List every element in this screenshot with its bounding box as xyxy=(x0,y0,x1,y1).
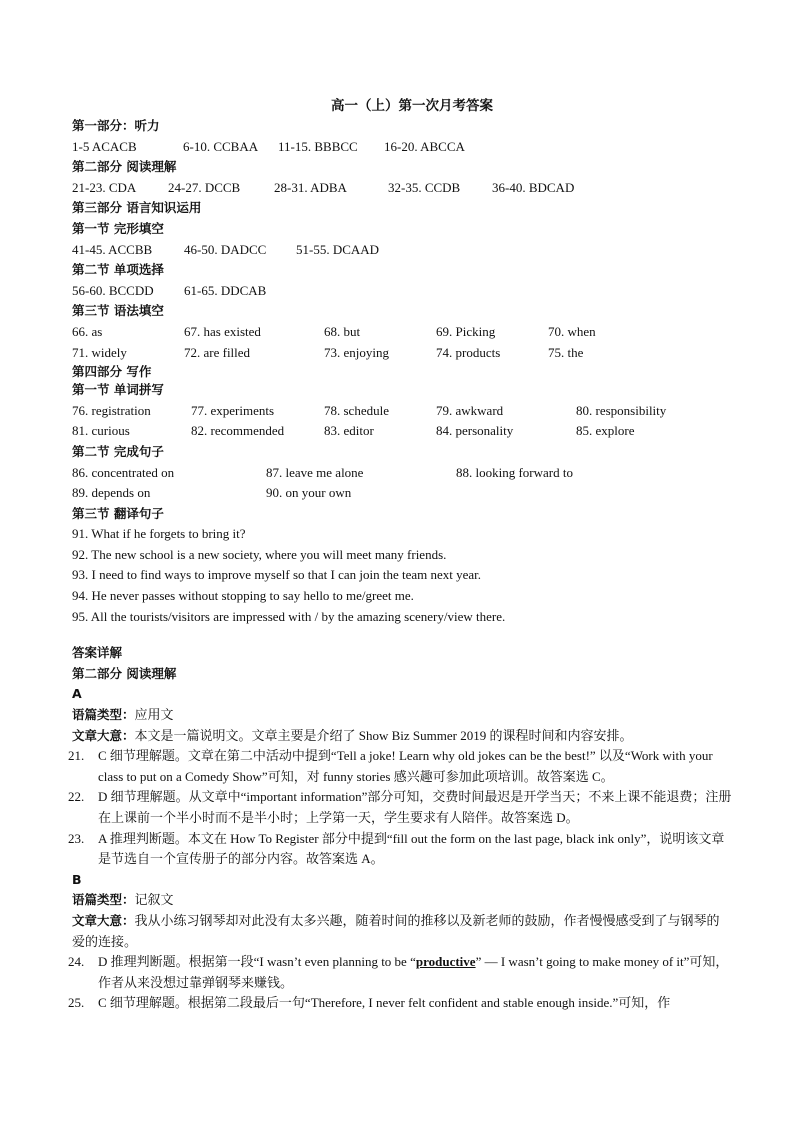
answer-cell: 67. has existed xyxy=(184,323,261,339)
answer-group: 41-45. ACCBB xyxy=(72,241,153,257)
answer-cell: 87. leave me alone xyxy=(266,464,364,480)
explanation-item xyxy=(68,993,732,1014)
answer-group: 32-35. CCDB xyxy=(388,179,461,195)
passage-b-letter: B xyxy=(72,871,82,887)
answer-sheet xyxy=(68,96,732,1014)
item-number: 25. xyxy=(68,995,85,1011)
idea-label: 文章大意： xyxy=(72,912,135,928)
type-value: 记叙文 xyxy=(134,892,174,908)
answer-cell: 66. as xyxy=(72,323,103,339)
grammar-row-2 xyxy=(72,343,732,364)
spelling-row-2 xyxy=(72,421,732,442)
answer-group: 6-10. CCBAA xyxy=(183,138,259,154)
answer-cell: 89. depends on xyxy=(72,485,151,501)
answer-cell: 77. experiments xyxy=(191,402,275,418)
answer-group: 24-27. DCCB xyxy=(168,179,241,195)
item-number: 24. xyxy=(68,954,85,970)
part4-s3-heading: 第三节 翻译句子 xyxy=(72,505,164,521)
grammar-row-1 xyxy=(72,322,732,343)
answer-group: 51-55. DCAAD xyxy=(296,241,380,257)
answer-cell: 74. products xyxy=(436,344,501,360)
answer-group: 28-31. ADBA xyxy=(274,179,347,195)
translation-line: 92. The new school is a new society, where you will meet many friends. xyxy=(72,546,447,562)
idea-value: 我从小练习钢琴却对此没有太多兴趣，随着时间的推移以及新老师的鼓励，作者慢慢感受到了与钢琴的爱的连接。 xyxy=(72,912,720,949)
part1-heading: 第一部分：听力 xyxy=(72,118,160,133)
answer-group: 56-60. BCCDD xyxy=(72,282,154,298)
item-text: A 推理判断题。本文在 How To Register 部分中提到“fill out the form on the last page, black ink only”，说明该文章是节选自一个宣传册子的部分内容。故答案选 A。 xyxy=(98,830,725,867)
idea-label: 文章大意： xyxy=(72,727,135,743)
answer-group: 46-50. DADCC xyxy=(184,241,267,257)
answer-group: 16-20. ABCCA xyxy=(384,138,465,154)
explanation-item xyxy=(68,787,732,828)
part2-heading: 第二部分 阅读理解 xyxy=(72,159,177,175)
passage-a-idea xyxy=(72,726,732,747)
answer-cell: 81. curious xyxy=(72,423,130,439)
answer-cell: 70. when xyxy=(548,323,596,339)
answer-cell: 72. are filled xyxy=(184,344,251,360)
answer-cell: 83. editor xyxy=(324,423,374,439)
answer-cell: 88. looking forward to xyxy=(456,464,573,480)
sentence-row-2 xyxy=(72,483,732,504)
item-text-post: ” — I wasn’t going to make money of it”可知，作者从来没想过靠弹钢琴来赚钱。 xyxy=(98,954,729,990)
part3-s2-answers xyxy=(72,281,732,302)
passage-a-type xyxy=(72,705,732,726)
item-text: C 细节理解题。根据第二段最后一句“Therefore, I never felt confident and stable enough inside.”可知，作 xyxy=(98,995,671,1011)
detail-part-heading: 第二部分 阅读理解 xyxy=(72,665,177,681)
part2-answers xyxy=(72,178,732,199)
passage-a-letter: A xyxy=(72,686,82,702)
sentence-row-1 xyxy=(72,463,732,484)
answer-cell: 90. on your own xyxy=(266,485,352,501)
part4-heading: 第四部分 写作 xyxy=(72,364,152,380)
item-number: 21. xyxy=(68,748,85,764)
translation-line: 95. All the tourists/visitors are impressed with / by the amazing scenery/view there. xyxy=(72,608,506,624)
spelling-row-1 xyxy=(72,401,732,422)
part4-s2-heading: 第二节 完成句子 xyxy=(72,443,164,459)
part3-heading: 第三部分 语言知识运用 xyxy=(72,200,202,216)
part3-s1-answers xyxy=(72,240,732,261)
answer-cell: 86. concentrated on xyxy=(72,464,175,480)
answer-cell: 78. schedule xyxy=(324,402,389,418)
type-label: 语篇类型： xyxy=(72,892,135,908)
item-text: C 细节理解题。文章在第二中活动中提到“Tell a joke! Learn why old jokes can be the best!” 以及“Work with your class to put on a Comedy Show”可知，对 funny stories 感兴趣可参加此项培训。故答案选 C。 xyxy=(98,748,713,784)
part3-s2-heading: 第二节 单项选择 xyxy=(72,262,164,278)
answer-group: 11-15. BBBCC xyxy=(278,138,358,154)
passage-b-type xyxy=(72,890,732,911)
answer-cell: 85. explore xyxy=(576,423,635,439)
answer-group: 21-23. CDA xyxy=(72,179,137,195)
detail-heading: 答案详解 xyxy=(72,645,123,661)
part3-s1-heading: 第一节 完形填空 xyxy=(72,220,164,236)
answer-cell: 84. personality xyxy=(436,423,514,439)
item-number: 22. xyxy=(68,789,85,805)
answer-group: 1-5 ACACB xyxy=(72,138,137,154)
answer-cell: 69. Picking xyxy=(436,323,496,339)
answer-cell: 82. recommended xyxy=(191,423,285,439)
answer-cell: 76. registration xyxy=(72,402,151,418)
part4-s1-heading: 第一节 单词拼写 xyxy=(72,382,164,398)
part1-answers xyxy=(72,137,732,158)
explanation-item xyxy=(68,829,732,870)
translation-line: 91. What if he forgets to bring it? xyxy=(72,526,246,542)
explanation-item xyxy=(68,952,732,993)
answer-cell: 79. awkward xyxy=(436,402,504,418)
idea-value: 本文是一篇说明文。文章主要是介绍了 Show Biz Summer 2019 的课程时间和内容安排。 xyxy=(134,727,633,743)
page-title: 高一（上）第一次月考答案 xyxy=(331,98,493,113)
item-text: D 细节理解题。从文章中“important information”部分可知，交费时间最迟是开学当天；不来上课不能退费；注册在上课前一个半小时而不是半小时；上学第一天，学生要求有人陪伴。故答案选 D。 xyxy=(98,789,732,825)
passage-b-idea xyxy=(72,911,732,952)
item-number: 23. xyxy=(68,830,85,846)
answer-group: 61-65. DDCAB xyxy=(184,282,267,298)
type-value: 应用文 xyxy=(134,707,174,723)
translation-line: 93. I need to find ways to improve myself so that I can join the team next year. xyxy=(72,567,482,583)
answer-cell: 75. the xyxy=(548,344,584,360)
type-label: 语篇类型： xyxy=(72,707,135,723)
answer-cell: 68. but xyxy=(324,323,361,339)
part3-s3-heading: 第三节 语法填空 xyxy=(72,303,164,319)
answer-group: 36-40. BDCAD xyxy=(492,179,575,195)
answer-cell: 80. responsibility xyxy=(576,402,667,418)
item-text-pre: D 推理判断题。根据第一段“I wasn’t even planning to be “ xyxy=(98,954,416,970)
answer-cell: 73. enjoying xyxy=(324,344,389,360)
translation-line: 94. He never passes without stopping to say hello to me/greet me. xyxy=(72,588,414,604)
explanation-item xyxy=(68,746,732,787)
underlined-word: productive xyxy=(415,954,476,970)
answer-cell: 71. widely xyxy=(72,344,127,360)
